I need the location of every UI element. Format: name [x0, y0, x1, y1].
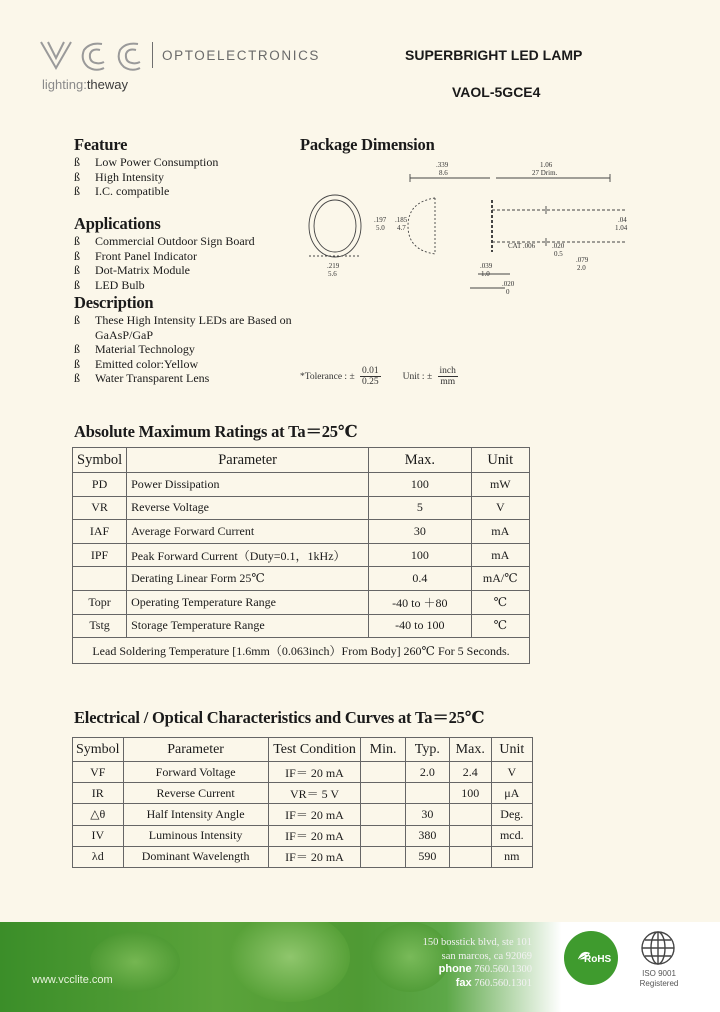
- description-list: [74, 313, 292, 386]
- dim-label: 4.7: [397, 224, 406, 232]
- tagline: lighting:theway: [42, 77, 129, 92]
- iso-certification: ISO 9001 Registered: [639, 969, 679, 988]
- list-item: ß Emitted color:Yellow: [74, 356, 199, 371]
- dim-label: 0.5: [554, 250, 563, 258]
- brand-name: OPTOELECTRONICS: [162, 48, 321, 63]
- table-row: IV Luminous Intensity IF＝ 20 mA 380 mcd.: [73, 825, 533, 846]
- list-item: ß Commercial Outdoor Sign Board: [74, 234, 255, 248]
- dim-label: 1.04: [615, 224, 628, 232]
- website-link[interactable]: www.vcclite.com: [32, 974, 113, 986]
- table-row: △θ Half Intensity Angle IF＝ 20 mA 30 Deg.: [73, 804, 533, 825]
- applications-heading: Applications: [74, 214, 161, 233]
- dim-label: .039: [480, 262, 493, 270]
- dim-label: .020: [502, 280, 515, 288]
- list-item: ß LED Bulb: [74, 277, 145, 292]
- contact-address: 150 bosstick blvd, ste 101 san marcos, ca 92069 phone 760.560.1300 fax 760.560.1301: [422, 937, 532, 989]
- dim-label: .079: [576, 256, 589, 264]
- table-header-row: Symbol Parameter Test Condition Min. Typ. Max. Unit: [73, 738, 533, 762]
- list-item: ß Material Technology: [74, 342, 195, 357]
- dim-label: 8.6: [439, 169, 448, 177]
- list-item: ß Low Power Consumption: [74, 155, 219, 169]
- feature-list: [74, 155, 218, 199]
- dim-label: 1.0: [481, 270, 490, 278]
- table-row: PD Power Dissipation 100 mW: [73, 473, 530, 497]
- dim-label: .185: [395, 216, 408, 224]
- dim-label: .219: [327, 262, 340, 270]
- table-row: IAF Average Forward Current 30 mA: [73, 520, 530, 544]
- table-row: Derating Linear Form 25℃ 0.4 mA/℃: [73, 567, 530, 591]
- list-item: ß Front Panel Indicator: [74, 248, 197, 263]
- soldering-note-row: Lead Soldering Temperature [1.6mm（0.063inch）From Body] 260℃ For 5 Seconds.: [73, 638, 530, 664]
- eoc-heading: Electrical / Optical Characteristics and Curves at Ta＝25℃: [74, 708, 485, 727]
- dim-label: 1.06: [540, 161, 553, 169]
- led-glow-image: [230, 922, 350, 1002]
- list-item: ß These High Intensity LEDs are Based on: [74, 313, 292, 327]
- tolerance-note: *Tolerance : ± $\frac{0.01}{0.25}$ Unit : ± $\frac{\text{inch}}{mm}$: [300, 366, 456, 387]
- amr-heading: Absolute Maximum Ratings at Ta＝25℃: [74, 422, 358, 441]
- table-header-row: Symbol Parameter Max. Unit: [73, 448, 530, 473]
- list-item: ß Water Transparent Lens: [74, 371, 210, 386]
- document-title: SUPERBRIGHT LED LAMP: [405, 47, 583, 63]
- part-number: VAOL-5GCE4: [452, 84, 541, 100]
- dim-label: .020: [552, 242, 565, 250]
- table-row: VR Reverse Voltage 5 V: [73, 496, 530, 520]
- list-item: GaAsP/GaP: [95, 327, 154, 342]
- dim-label: 5.0: [376, 224, 385, 232]
- table-row: Tstg Storage Temperature Range -40 to 100 ℃: [73, 614, 530, 638]
- description-heading: Description: [74, 293, 154, 312]
- dim-label: 0: [506, 288, 510, 296]
- table-row: λd Dominant Wavelength IF＝ 20 mA 590 nm: [73, 846, 533, 867]
- vcc-logo: [38, 38, 142, 74]
- list-item: ß I.C. compatible: [74, 184, 170, 199]
- header-divider: [152, 42, 153, 68]
- list-item: ß High Intensity: [74, 169, 164, 184]
- table-row: VF Forward Voltage IF＝ 20 mA 2.0 2.4 V: [73, 762, 533, 783]
- table-row: IR Reverse Current VR＝ 5 V 100 μA: [73, 783, 533, 804]
- globe-icon: [640, 930, 676, 966]
- dim-label: CAT .006: [508, 242, 536, 250]
- absolute-max-ratings-table: [72, 447, 530, 664]
- dim-label: 5.6: [328, 270, 337, 278]
- package-heading: Package Dimension: [300, 135, 435, 154]
- applications-list: [74, 234, 255, 292]
- table-row: Topr Operating Temperature Range -40 to ＋80 ℃: [73, 590, 530, 614]
- dim-label: 27 Drim.: [532, 169, 558, 177]
- dim-label: .339: [436, 161, 449, 169]
- electrical-optical-table: [72, 737, 533, 868]
- package-dimension-drawing: [300, 160, 630, 300]
- dim-label: .197: [374, 216, 387, 224]
- feature-heading: Feature: [74, 135, 128, 154]
- rohs-label: RoHS: [584, 954, 612, 965]
- dim-label: 2.0: [577, 264, 586, 272]
- list-item: ß Dot-Matrix Module: [74, 263, 190, 278]
- table-row: IPF Peak Forward Current（Duty=0.1，1kHz） 100 mA: [73, 543, 530, 567]
- dim-label: .04: [618, 216, 627, 224]
